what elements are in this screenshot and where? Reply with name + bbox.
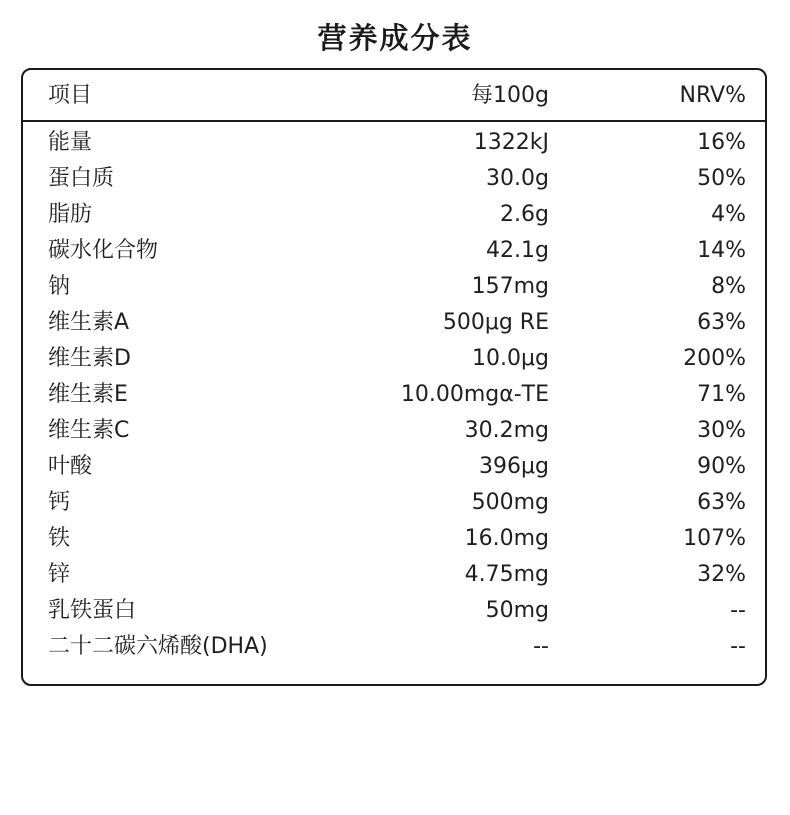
table-row: [23, 410, 765, 446]
nutrient-per100g: 157mg: [471, 274, 549, 299]
nutrient-nrv: 63%: [697, 490, 746, 515]
nutrient-nrv: 107%: [683, 526, 746, 551]
nutrient-nrv: 30%: [697, 418, 746, 443]
nutrition-table: [21, 68, 767, 686]
nutrient-per100g: --: [533, 634, 549, 659]
table-row: [23, 554, 765, 590]
nutrient-per100g: 2.6g: [500, 202, 549, 227]
nutrient-name: 维生素D: [48, 346, 131, 371]
header-item: 项目: [48, 83, 93, 108]
table-row: [23, 266, 765, 302]
table-body: [23, 122, 765, 662]
nutrient-nrv: 50%: [697, 166, 746, 191]
table-row: [23, 338, 765, 374]
nutrient-name: 维生素A: [48, 310, 130, 335]
header-nrv: NRV%: [679, 83, 746, 108]
table-row: [23, 626, 765, 662]
nutrient-nrv: 90%: [697, 454, 746, 479]
nutrient-name: 碳水化合物: [48, 238, 159, 263]
nutrient-nrv: 16%: [697, 130, 746, 155]
nutrient-name: 维生素C: [48, 418, 130, 443]
nutrient-name: 二十二碳六烯酸(DHA): [48, 634, 268, 659]
nutrient-per100g: 1322kJ: [473, 130, 549, 155]
nutrient-name: 钠: [48, 274, 71, 299]
nutrient-name: 铁: [48, 526, 71, 551]
nutrient-nrv: 200%: [683, 346, 746, 371]
page-title: 营养成分表: [317, 21, 473, 55]
nutrient-per100g: 16.0mg: [464, 526, 549, 551]
table-row: [23, 230, 765, 266]
nutrient-name: 脂肪: [48, 202, 93, 227]
table-row: [23, 446, 765, 482]
table-row: [23, 302, 765, 338]
nutrient-name: 乳铁蛋白: [48, 598, 137, 623]
nutrient-per100g: 10.0μg: [472, 346, 549, 371]
table-row: [23, 194, 765, 230]
nutrient-nrv: 32%: [697, 562, 746, 587]
nutrient-name: 蛋白质: [48, 166, 115, 191]
nutrient-name: 钙: [48, 490, 71, 515]
table-row: [23, 374, 765, 410]
nutrient-nrv: --: [730, 634, 746, 659]
table-row: [23, 158, 765, 194]
nutrient-name: 叶酸: [48, 454, 93, 479]
nutrient-nrv: 63%: [697, 310, 746, 335]
table-row: [23, 122, 765, 158]
nutrient-per100g: 10.00mgα-TE: [400, 382, 549, 407]
header-per100g: 每100g: [471, 83, 549, 108]
table-row: [23, 518, 765, 554]
nutrient-name: 能量: [48, 130, 93, 155]
nutrient-per100g: 42.1g: [486, 238, 549, 263]
nutrient-per100g: 50mg: [485, 598, 549, 623]
nutrient-per100g: 30.2mg: [464, 418, 549, 443]
table-row: [23, 482, 765, 518]
nutrient-per100g: 500μg RE: [442, 310, 549, 335]
table-row: [23, 590, 765, 626]
table-header: [23, 70, 765, 122]
nutrient-nrv: --: [730, 598, 746, 623]
nutrient-per100g: 30.0g: [486, 166, 549, 191]
nutrient-per100g: 396μg: [479, 454, 549, 479]
nutrient-nrv: 71%: [697, 382, 746, 407]
nutrient-nrv: 14%: [697, 238, 746, 263]
nutrient-nrv: 8%: [711, 274, 746, 299]
nutrient-name: 维生素E: [48, 382, 128, 407]
nutrient-per100g: 4.75mg: [464, 562, 549, 587]
nutrient-per100g: 500mg: [471, 490, 549, 515]
nutrient-name: 锌: [48, 562, 71, 587]
nutrient-nrv: 4%: [711, 202, 746, 227]
